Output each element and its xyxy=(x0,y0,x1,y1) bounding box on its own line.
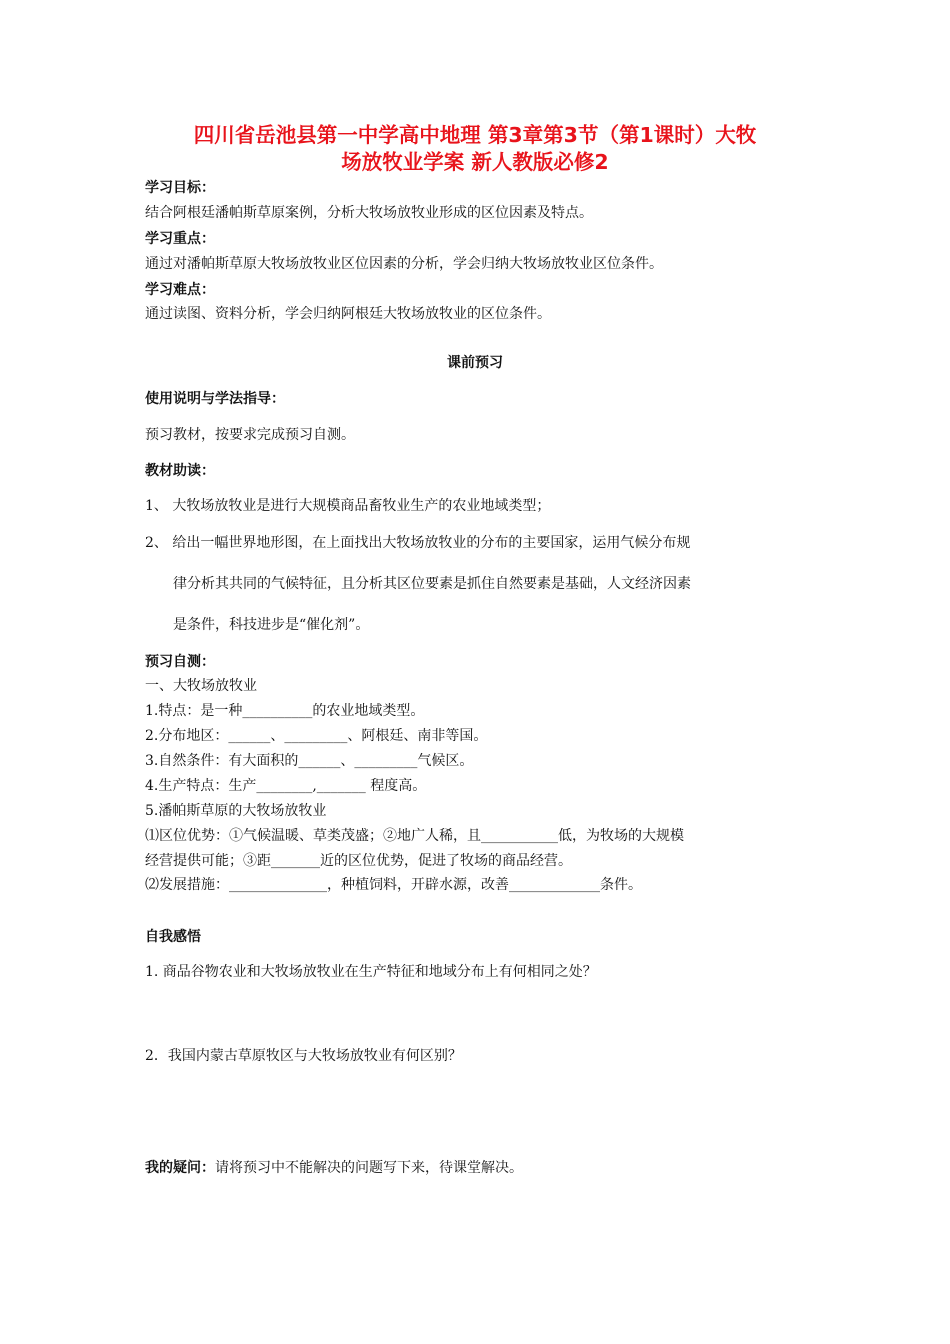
title-line-1: 四川省岳池县第一中学高中地理 第3章第3节（第1课时）大牧 xyxy=(193,123,757,147)
objectives-heading: 学习目标： xyxy=(145,180,215,196)
self-test-line: 一、大牧场放牧业 xyxy=(145,678,257,694)
difficulties-heading: 学习难点： xyxy=(145,282,215,298)
usage-heading: 使用说明与学法指导： xyxy=(145,391,285,407)
self-test-line: 5.潘帕斯草原的大牧场放牧业 xyxy=(145,803,327,819)
textbook-item-2-line-1: 2、 给出一幅世界地形图，在上面找出大牧场放牧业的分布的主要国家，运用气候分布规 xyxy=(145,535,691,551)
doubts-line xyxy=(145,1157,523,1177)
self-test-line: 2.分布地区：______、_________、阿根廷、南非等国。 xyxy=(145,728,488,744)
textbook-item-2-line-2: 律分析其共同的气候特征，且分析其区位要素是抓住自然要素是基础，人文经济因素 xyxy=(173,576,691,592)
self-test-line: 1.特点：是一种__________的农业地域类型。 xyxy=(145,703,425,719)
textbook-item-1: 1、 大牧场放牧业是进行大规模商品畜牧业生产的农业地域类型； xyxy=(145,498,551,514)
textbook-item-2-line-3: 是条件，科技进步是“催化剂”。 xyxy=(173,617,370,633)
key-points-heading: 学习重点： xyxy=(145,231,215,247)
usage-text: 预习教材，按要求完成预习自测。 xyxy=(145,427,355,443)
objectives-text: 结合阿根廷潘帕斯草原案例，分析大牧场放牧业形成的区位因素及特点。 xyxy=(145,205,593,221)
self-test-line: 经营提供可能；③距_______近的区位优势，促进了牧场的商品经营。 xyxy=(145,853,572,869)
difficulties-text: 通过读图、资料分析，学会归纳阿根廷大牧场放牧业的区位条件。 xyxy=(145,306,551,322)
self-test-line: ⑴区位优势：①气候温暖、草类茂盛；②地广人稀，且___________低，为牧场的大规模 xyxy=(145,828,684,844)
self-test-line: 4.生产特点：生产________,_______ 程度高。 xyxy=(145,778,427,794)
section-title: 课前预习 xyxy=(447,355,503,371)
self-test-line: 3.自然条件：有大面积的______、_________气候区。 xyxy=(145,753,474,769)
self-test-line: ⑵发展措施：______________，种植饲料，开辟水源，改善_____________条件。 xyxy=(145,877,642,893)
reflection-question-2: 2．我国内蒙古草原牧区与大牧场放牧业有何区别？ xyxy=(145,1048,462,1064)
self-test-heading: 预习自测： xyxy=(145,654,215,670)
key-points-text: 通过对潘帕斯草原大牧场放牧业区位因素的分析，学会归纳大牧场放牧业区位条件。 xyxy=(145,256,663,272)
document-title xyxy=(120,122,830,176)
textbook-heading: 教材助读： xyxy=(145,463,215,479)
reflection-question-1: 1. 商品谷物农业和大牧场放牧业在生产特征和地域分布上有何相同之处？ xyxy=(145,964,597,980)
doubts-text: 请将预习中不能解决的问题写下来，待课堂解决。 xyxy=(215,1160,523,1176)
doubts-heading: 我的疑问： xyxy=(145,1160,215,1176)
title-line-2: 场放牧业学案 新人教版必修2 xyxy=(341,150,609,174)
reflection-heading: 自我感悟 xyxy=(145,929,201,945)
